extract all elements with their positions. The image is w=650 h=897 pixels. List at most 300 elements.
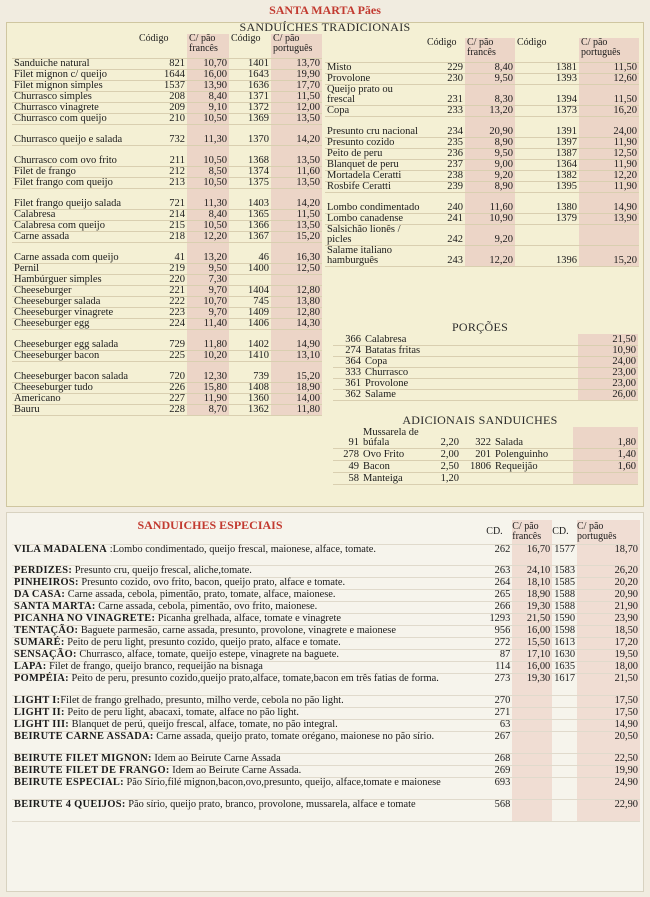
menu-item-row <box>12 188 322 209</box>
adicional-code: 49 <box>348 460 359 472</box>
menu-title: SANTA MARTA Pães <box>269 3 381 17</box>
item-price-frances: 8,50 <box>187 166 229 177</box>
item-price-portugues: 19,90 <box>271 69 322 80</box>
especial-description <box>12 589 486 601</box>
item-price-portugues: 11,60 <box>271 166 322 177</box>
especial-description <box>12 765 486 777</box>
item-code: 231 <box>447 93 463 105</box>
item-name: Mortadela Ceratti <box>327 169 402 181</box>
item-price-portugues: 14,20 <box>271 124 322 145</box>
item-price-portugues: 12,60 <box>579 73 639 84</box>
item-name: Peito de peru <box>327 147 383 159</box>
item-price-portugues: 13,50 <box>271 220 322 231</box>
item-price-portugues: 15,20 <box>271 361 322 382</box>
col-header-codigo: Código <box>139 33 169 44</box>
item-name: Presunto cozido <box>327 136 395 148</box>
item-price-frances: 10,50 <box>187 113 229 124</box>
especial-ingredients: Peito de peru, presunto cozido,queijo prato,alface, tomate,bacon em três fatias de forma. <box>68 672 439 684</box>
item-code-portugues: 1374 <box>248 165 269 177</box>
item-code-portugues: 1375 <box>248 176 269 188</box>
especial-name: PERDIZES: <box>14 564 73 576</box>
especial-name: BEIRUTE FILET DE FRANGO: <box>14 764 170 776</box>
especial-price-frances <box>512 799 552 821</box>
item-code: 215 <box>169 219 185 231</box>
especial-code: 114 <box>495 660 511 672</box>
especial-price-portugues: 20,50 <box>577 731 640 753</box>
menu-item-row <box>12 91 322 102</box>
item-name: Cheeseburger <box>14 284 72 296</box>
especial-price-portugues: 23,90 <box>577 613 640 625</box>
item-name: Filet mignon c/ queijo <box>14 68 108 80</box>
porcao-row <box>333 356 638 367</box>
especial-row <box>12 544 640 565</box>
especial-row <box>12 577 640 589</box>
porcao-name: Churrasco <box>365 366 409 378</box>
item-code-portugues: 1401 <box>248 57 269 69</box>
item-price-frances: 7,30 <box>187 274 229 285</box>
item-code-portugues: 745 <box>253 295 269 307</box>
menu-item-row <box>12 145 322 166</box>
menu-item-row <box>325 181 639 192</box>
especial-ingredients: Pão Sírio,filé mignon,bacon,ovo,presunto, queijo, alface,tomate e maionese <box>123 776 441 788</box>
item-price-portugues: 13,10 <box>271 350 322 361</box>
porcao-name: Batatas fritas <box>365 344 421 356</box>
col-header-pao-frances: C/ pão francês <box>187 34 229 58</box>
item-price-portugues: 14,00 <box>271 393 322 404</box>
item-price-portugues: 15,20 <box>579 245 639 266</box>
col-header-codigo: Código <box>231 33 261 44</box>
item-price-portugues: 14,90 <box>271 329 322 350</box>
item-price-portugues: 13,80 <box>271 296 322 307</box>
item-name: Filet mignon simples <box>14 79 103 91</box>
adicional-name: Bacon <box>363 460 390 472</box>
item-price-portugues: 13,70 <box>271 58 322 69</box>
item-code: 211 <box>169 154 185 166</box>
item-name: Churrasco com ovo frito <box>14 154 117 166</box>
item-price-portugues: 11,50 <box>271 91 322 102</box>
item-price-portugues: 11,50 <box>271 209 322 220</box>
porcao-row <box>333 389 638 400</box>
especial-price-frances: 18,10 <box>512 577 552 589</box>
item-code-portugues: 1382 <box>556 169 577 181</box>
especial-price-frances: 15,50 <box>512 637 552 649</box>
especial-name: LIGHT II: <box>14 706 65 718</box>
item-price-portugues: 14,90 <box>579 192 639 213</box>
item-price-portugues: 14,30 <box>271 318 322 329</box>
item-code-portugues: 739 <box>253 370 269 382</box>
especial-row <box>12 673 640 695</box>
col-header-codigo: Código <box>427 37 457 48</box>
especial-code-portugues: 1577 <box>554 543 576 555</box>
menu-item-row <box>12 318 322 329</box>
porcoes-table <box>333 334 638 401</box>
adicional-code: 278 <box>343 448 359 460</box>
item-code: 226 <box>169 381 185 393</box>
especial-description <box>12 661 486 673</box>
item-code-portugues: 1402 <box>248 338 269 350</box>
especial-name: BEIRUTE FILET MIGNON: <box>14 752 152 764</box>
menu-item-row <box>12 102 322 113</box>
especial-code: 270 <box>494 694 511 706</box>
item-price-portugues: 13,50 <box>271 177 322 188</box>
item-price-frances: 11,30 <box>187 188 229 209</box>
item-code-portugues: 1400 <box>248 262 269 274</box>
item-name: Cheeseburger egg <box>14 317 90 329</box>
item-price-portugues: 18,90 <box>271 382 322 393</box>
menu-item-row <box>12 329 322 350</box>
especial-description <box>12 601 486 613</box>
especial-code: 269 <box>494 764 511 776</box>
especial-price-frances <box>512 695 552 707</box>
especial-ingredients: Pão sírio, queijo prato, branco, provolone, mussarela, alface e tomate <box>125 798 416 810</box>
item-code: 220 <box>169 273 185 285</box>
especial-row <box>12 661 640 673</box>
item-price-frances: 8,30 <box>465 84 515 105</box>
item-price-frances: 13,20 <box>465 105 515 116</box>
menu-item-row <box>12 80 322 91</box>
adicional-code: 322 <box>475 436 491 448</box>
item-code: 214 <box>169 208 185 220</box>
item-name: Blanquet de peru <box>327 158 399 170</box>
especial-price-portugues: 19,50 <box>577 649 640 661</box>
porcao-code: 366 <box>345 333 361 345</box>
especial-price-frances <box>512 719 552 731</box>
item-code: 210 <box>169 112 185 124</box>
especial-row <box>12 589 640 601</box>
item-code-portugues: 1364 <box>556 158 577 170</box>
especial-ingredients: Blanquet de perú, queijo frescal, alface, tomate, no pão integral. <box>69 718 338 730</box>
item-code-portugues: 1371 <box>248 90 269 102</box>
item-price-frances: 9,20 <box>465 170 515 181</box>
item-code: 222 <box>169 295 185 307</box>
adicional-name: Requeijão <box>495 460 538 472</box>
item-name: Queijo prato ou frescal <box>327 83 393 105</box>
adicional-code: 58 <box>348 472 359 484</box>
item-code: 237 <box>447 158 463 170</box>
especial-description <box>12 577 486 589</box>
item-name: Churrasco vinagrete <box>14 101 99 113</box>
especial-row <box>12 731 640 753</box>
item-price-portugues: 16,30 <box>271 242 322 263</box>
item-price-frances: 11,30 <box>187 124 229 145</box>
especial-price-portugues: 14,90 <box>577 719 640 731</box>
item-name: Cheeseburger salada <box>14 295 101 307</box>
item-code-portugues <box>229 274 271 285</box>
item-name: Bauru <box>14 403 40 415</box>
especial-row <box>12 799 640 821</box>
item-code-portugues: 1395 <box>556 180 577 192</box>
section-title-especiais: SANDUICHES ESPECIAIS <box>137 518 283 532</box>
especial-code-portugues <box>552 753 577 765</box>
menu-item-row <box>12 124 322 145</box>
especial-name: SANTA MARTA: <box>14 600 96 612</box>
especial-name: POMPÉIA: <box>14 672 69 684</box>
especial-code: 87 <box>499 648 511 660</box>
adicional-price: 1,40 <box>573 448 638 460</box>
especial-name: LAPA: <box>14 660 47 672</box>
menu-item-row <box>325 224 639 245</box>
item-name: Churrasco com queijo <box>14 112 107 124</box>
item-code: 233 <box>447 104 463 116</box>
menu-item-row <box>12 361 322 382</box>
col-header-pao-portugues: C/ pão português <box>577 520 640 544</box>
especial-row <box>12 625 640 637</box>
item-code-portugues: 1381 <box>556 61 577 73</box>
especial-description <box>12 637 486 649</box>
item-code: 240 <box>447 201 463 213</box>
item-price-frances: 8,70 <box>187 404 229 415</box>
especial-price-frances: 21,50 <box>512 613 552 625</box>
adicional-row <box>333 448 638 460</box>
menu-item-row <box>325 137 639 148</box>
especial-code: 263 <box>494 564 511 576</box>
item-price-frances: 10,50 <box>187 177 229 188</box>
item-code: 223 <box>169 306 185 318</box>
adicional-price: 1,60 <box>573 460 638 472</box>
item-price-frances: 8,90 <box>465 181 515 192</box>
item-code: 219 <box>169 262 185 274</box>
especial-price-portugues: 22,50 <box>577 753 640 765</box>
especial-code-portugues <box>552 777 577 799</box>
item-price-portugues: 17,70 <box>271 80 322 91</box>
item-code: 821 <box>169 57 185 69</box>
especial-name: SUMARÉ: <box>14 636 65 648</box>
especial-code: 264 <box>494 576 511 588</box>
item-code: 236 <box>447 147 463 159</box>
especial-code-portugues: 1617 <box>554 672 576 684</box>
menu-item-row <box>12 242 322 263</box>
menu-item-row <box>12 113 322 124</box>
menu-item-row <box>12 382 322 393</box>
item-code: 229 <box>447 61 463 73</box>
item-name: Lombo canadense <box>327 212 404 224</box>
item-name: Hambúrguer simples <box>14 273 102 285</box>
especial-name: VILA MADALENA <box>14 543 108 555</box>
adicional-name: Manteiga <box>363 472 403 484</box>
menu-item-row <box>325 245 639 266</box>
item-price-portugues: 11,90 <box>579 181 639 192</box>
especial-ingredients: Presunto cru, queijo frescal, aliche,tomate. <box>72 564 252 576</box>
item-name: Salame italiano hamburguês <box>327 244 393 266</box>
especial-description <box>12 695 486 707</box>
adicional-row <box>333 427 638 448</box>
especial-ingredients: Carne assada, cebola, pimentão, ovo frito, maionese. <box>95 600 318 612</box>
item-name: Cheeseburger bacon salada <box>14 370 129 382</box>
item-code-portugues: 1379 <box>556 212 577 224</box>
adicional-price: 2,20 <box>440 436 459 448</box>
porcao-price: 26,00 <box>578 389 638 400</box>
especial-price-frances <box>512 707 552 719</box>
col-header-cd: CD. <box>486 525 503 537</box>
item-code-portugues: 1409 <box>248 306 269 318</box>
adicional-price: 1,80 <box>573 427 638 448</box>
especial-price-frances: 24,10 <box>512 565 552 577</box>
menu-item-row <box>12 231 322 242</box>
especial-code: 266 <box>494 600 511 612</box>
item-price-portugues <box>579 224 639 245</box>
especial-code-portugues: 1598 <box>554 624 576 636</box>
item-name: Provolone <box>327 72 371 84</box>
section-title-adicionais: ADICIONAIS SANDUICHES <box>402 413 558 427</box>
porcao-code: 364 <box>345 355 361 367</box>
item-code: 732 <box>169 133 185 145</box>
especial-description <box>12 753 486 765</box>
especial-price-portugues: 20,20 <box>577 577 640 589</box>
item-price-frances: 10,70 <box>187 296 229 307</box>
item-code: 241 <box>447 212 463 224</box>
menu-item-row <box>325 73 639 84</box>
item-price-frances: 9,50 <box>187 263 229 274</box>
item-name: Filet de frango <box>14 165 76 177</box>
item-code-portugues <box>515 224 579 245</box>
especial-price-frances: 19,30 <box>512 601 552 613</box>
item-name: Copa <box>327 104 350 116</box>
item-name: Calabresa com queijo <box>14 219 105 231</box>
item-code: 228 <box>169 403 185 415</box>
adicional-name <box>493 472 573 484</box>
col-header-pao-frances: C/ pão francês <box>512 520 552 544</box>
item-price-portugues: 11,50 <box>579 84 639 105</box>
especial-price-portugues: 20,90 <box>577 589 640 601</box>
menu-item-row <box>12 166 322 177</box>
especial-row <box>12 777 640 799</box>
menu-item-row <box>12 220 322 231</box>
item-price-frances: 10,50 <box>187 145 229 166</box>
item-code-portugues: 1372 <box>248 101 269 113</box>
item-code-portugues: 1380 <box>556 201 577 213</box>
especial-price-frances: 16,00 <box>512 625 552 637</box>
menu-item-row <box>12 274 322 285</box>
item-name: Rosbife Ceratti <box>327 180 391 192</box>
especial-ingredients: Filet de frango grelhado, presunto, milho verde, cebola no pão light. <box>60 694 344 706</box>
item-code-portugues: 1408 <box>248 381 269 393</box>
especial-code-portugues: 1583 <box>554 564 576 576</box>
especial-code: 1293 <box>489 612 511 624</box>
especial-code: 265 <box>494 588 511 600</box>
item-name: Calabresa <box>14 208 56 220</box>
especial-code: 693 <box>494 776 511 788</box>
item-price-frances: 11,80 <box>187 329 229 350</box>
especial-price-frances <box>512 753 552 765</box>
especial-name: TENTAÇÃO: <box>14 624 79 636</box>
item-code-portugues: 1393 <box>556 72 577 84</box>
item-code: 720 <box>169 370 185 382</box>
item-name: Pernil <box>14 262 40 274</box>
menu-item-row <box>12 404 322 415</box>
porcao-name: Copa <box>365 355 388 367</box>
menu-item-row <box>12 296 322 307</box>
item-name: Carne assada <box>14 230 70 242</box>
especial-ingredients: Churrasco, alface, tomate, queijo estepe, vinagrete na baguete. <box>76 648 339 660</box>
tradicionais-left-table <box>12 34 322 416</box>
item-code-portugues: 1394 <box>556 93 577 105</box>
especial-code: 273 <box>494 672 511 684</box>
item-code: 235 <box>447 136 463 148</box>
especial-name: SENSAÇÃO: <box>14 648 77 660</box>
col-header-pao-frances: C/ pão francês <box>465 38 515 62</box>
especial-code: 262 <box>494 543 511 555</box>
especial-ingredients: Idem ao Beirute Carne Assada <box>151 752 281 764</box>
item-code-portugues: 1403 <box>248 197 269 209</box>
especial-price-frances: 16,70 <box>512 544 552 565</box>
especial-code: 63 <box>499 718 511 730</box>
item-name: Filet frango queijo salada <box>14 197 122 209</box>
item-code-portugues: 46 <box>258 251 269 263</box>
especial-description <box>12 565 486 577</box>
item-price-frances: 13,20 <box>187 242 229 263</box>
item-price-frances: 9,20 <box>465 224 515 245</box>
especial-ingredients: Peito de peru light, abacaxi, tomate, alface no pão light. <box>64 706 300 718</box>
section-title-tradicionais: SANDUÍCHES TRADICIONAIS <box>239 20 411 34</box>
especial-price-portugues: 18,50 <box>577 625 640 637</box>
menu-item-row <box>12 393 322 404</box>
item-code: 230 <box>447 72 463 84</box>
especial-price-frances: 16,00 <box>512 661 552 673</box>
especial-row <box>12 765 640 777</box>
item-code: 208 <box>169 90 185 102</box>
item-code: 1644 <box>164 68 185 80</box>
item-code: 209 <box>169 101 185 113</box>
porcao-price: 23,00 <box>578 367 638 378</box>
especial-code-portugues: 1613 <box>554 636 576 648</box>
adicional-code <box>461 472 493 484</box>
especial-row <box>12 753 640 765</box>
item-code-portugues: 1366 <box>248 219 269 231</box>
item-code: 212 <box>169 165 185 177</box>
item-name: Churrasco queijo e salada <box>14 133 123 145</box>
especial-ingredients: Presunto cozido, ovo frito, bacon, queijo prato, alface e tomate. <box>78 576 346 588</box>
item-price-portugues: 12,50 <box>579 148 639 159</box>
item-code: 41 <box>174 251 185 263</box>
item-price-frances: 8,40 <box>187 209 229 220</box>
porcao-name: Provolone <box>365 377 409 389</box>
item-name: Presunto cru nacional <box>327 125 418 137</box>
menu-item-row <box>12 58 322 69</box>
item-name: Cheeseburger vinagrete <box>14 306 114 318</box>
item-code-portugues: 1643 <box>248 68 269 80</box>
item-code-portugues: 1406 <box>248 317 269 329</box>
section-title-porcoes: PORÇÕES <box>451 320 509 334</box>
menu-item-row <box>325 116 639 137</box>
especial-description <box>12 731 486 753</box>
item-price-frances: 11,40 <box>187 318 229 329</box>
item-price-frances: 12,30 <box>187 361 229 382</box>
adicionais-table <box>333 427 638 485</box>
menu-item-row <box>325 105 639 116</box>
adicional-row <box>333 460 638 472</box>
especial-price-frances: 17,10 <box>512 649 552 661</box>
menu-item-row <box>325 62 639 73</box>
especial-code-portugues <box>552 695 577 707</box>
especial-price-portugues: 17,50 <box>577 695 640 707</box>
item-code: 225 <box>169 349 185 361</box>
col-header-codigo: Código <box>517 37 547 48</box>
especial-price-frances <box>512 765 552 777</box>
item-code: 721 <box>169 197 185 209</box>
item-price-frances: 12,20 <box>187 231 229 242</box>
item-price-frances: 10,90 <box>465 213 515 224</box>
especial-name: PICANHA NO VINAGRETE: <box>14 612 156 624</box>
porcao-price: 10,90 <box>578 345 638 356</box>
item-price-frances: 13,90 <box>187 80 229 91</box>
especial-description <box>12 777 486 799</box>
item-price-portugues: 11,80 <box>271 404 322 415</box>
item-price-portugues: 11,90 <box>579 159 639 170</box>
especial-price-portugues: 24,90 <box>577 777 640 799</box>
especial-code-portugues <box>552 731 577 753</box>
item-code: 224 <box>169 317 185 329</box>
porcao-row <box>333 345 638 356</box>
